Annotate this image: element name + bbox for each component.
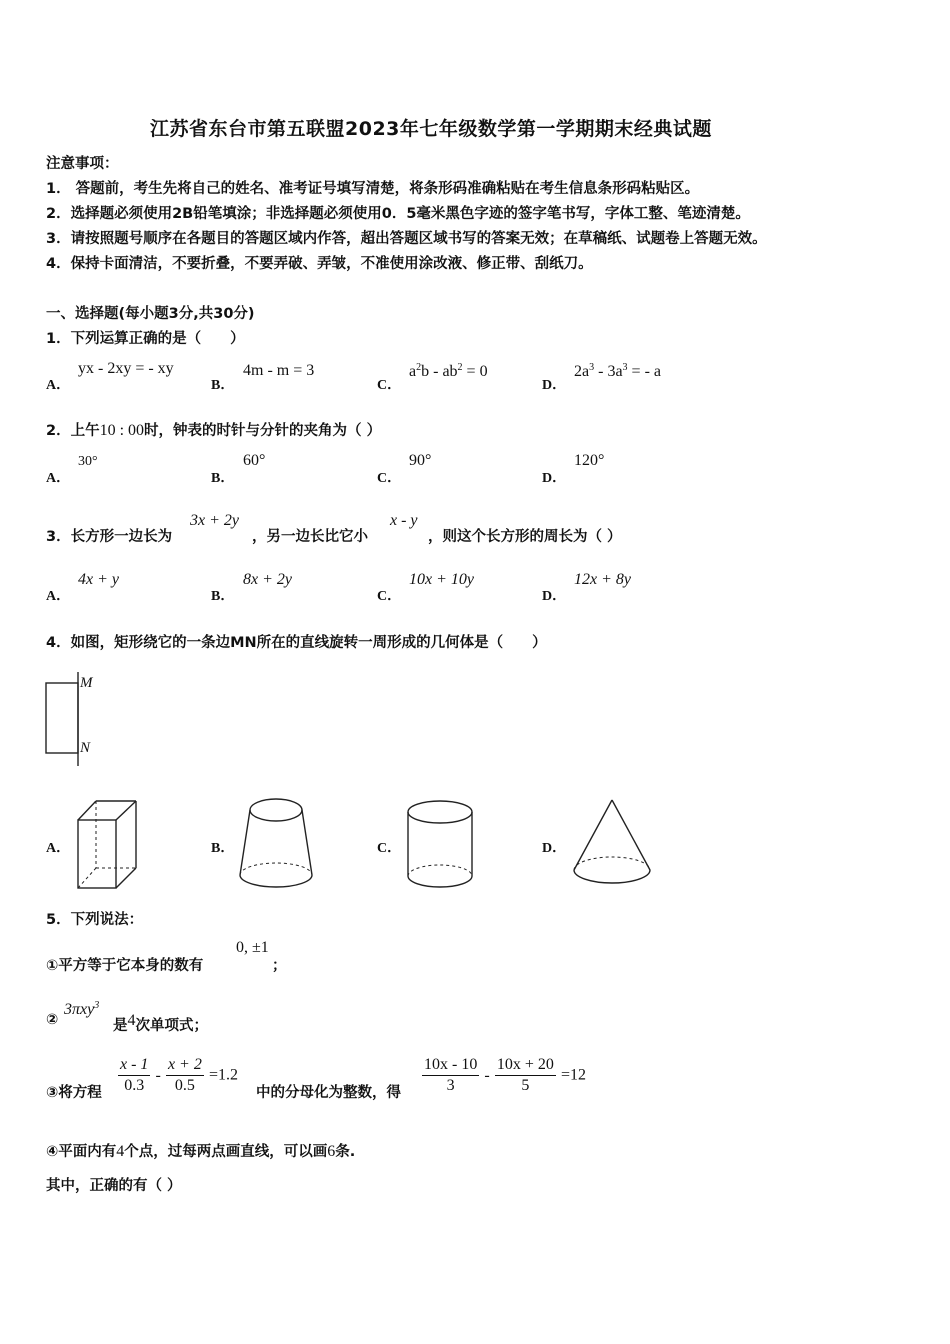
q3-label-a: A． [46,589,71,604]
q2-option-d: 120° [574,452,605,469]
q1-option-d: $2a^3 - 3a^3$ = - a [574,362,661,380]
q5-statement-3-pre: ③将方程 [46,1085,102,1101]
notice-heading: 注意事项： [46,156,119,172]
fraction: $\frac{10x + 20}{5}$ [496,1056,554,1094]
q3-stem-pre: 3．长方形一边长为 [46,529,173,545]
q1-option-c: $a^2b - ab^2 = 0$ [409,362,488,380]
q5-ending: 其中，正确的有（ ） [46,1178,182,1194]
q4-option-b-frustum [236,797,316,892]
q3-option-a: 4x + y [78,571,119,588]
q3-stem-post: ，则这个长方形的周长为（ ） [428,529,622,545]
fraction: $\frac{x + 2}{0.5}$ [167,1056,202,1094]
q3-option-c: 10x + 10y [409,571,474,588]
q4-option-d-cone [570,798,655,893]
q1-stem: 1．下列运算正确的是（ ） [46,331,245,347]
q2-option-a: 30° [78,454,98,469]
q2-option-b: 60° [243,452,266,469]
q3-option-d: 12x + 8y [574,571,631,588]
q2-label-a: A． [46,471,71,486]
fraction: $\frac{10x - 10}{3}$ [424,1056,478,1094]
q2-option-c: 90° [409,452,432,469]
q4-option-c-cylinder [404,798,479,893]
q1-label-a: A． [46,378,71,393]
page-title: 江苏省东台市第五联盟2023年七年级数学第一学期期末经典试题 [150,118,712,140]
q5-statement-2-math: 3πxy$^3$ [64,1000,100,1018]
q5-statement-1-end: ； [272,958,287,974]
q2-stem: 2．上午10 : 00时，钟表的时针与分针的夹角为（ ） [46,422,382,439]
q1-label-b: B． [211,378,235,393]
q4-label-d: D． [542,841,567,856]
q4-option-a-prism [74,798,144,893]
q3-label-c: C． [377,589,402,604]
notice-item-3: 3．请按照题号顺序在各题目的答题区域内作答，超出答题区域书写的答案无效；在草稿纸、试题卷上答题无效。 [46,231,767,247]
q5-equation-transformed: $\frac{10x - 10}{3}$ - $\frac{10x + 20}{5}$ =12 [424,1056,586,1094]
q4-label-c: C． [377,841,402,856]
section-heading: 一、选择题(每小题3分,共30分) [46,306,255,322]
fraction: $\frac{x - 1}{0.3}$ [120,1056,149,1094]
q3-expr-2: x - y [390,512,418,529]
q3-stem-mid: ，另一边长比它小 [252,529,368,545]
q4-stem: 4．如图，矩形绕它的一条边MN所在的直线旋转一周形成的几何体是（ ） [46,635,547,651]
q5-equation-original: $\frac{x - 1}{0.3}$ - $\frac{x + 2}{0.5}$ =1.2 [120,1056,238,1094]
q5-statement-1-math: 0, ±1 [236,939,269,956]
q1-label-c: C． [377,378,402,393]
q1-label-d: D． [542,378,567,393]
q2-label-b: B． [211,471,235,486]
q2-label-d: D． [542,471,567,486]
q1-option-a: yx - 2xy = - xy [78,360,174,377]
q5-statement-2-text: 是4次单项式； [113,1012,208,1034]
q4-label-n: N [80,740,91,756]
q5-stem: 5．下列说法： [46,912,144,928]
q5-statement-3-mid: 中的分母化为整数，得 [256,1085,401,1101]
q5-statement-4: ④平面内有4个点，过每两点画直线，可以画6条. [46,1143,356,1160]
q4-label-b: B． [211,841,235,856]
q4-rectangle-figure [40,672,110,767]
q4-label-m: M [80,675,93,691]
q1-option-b: 4m - m = 3 [243,362,315,379]
q3-label-b: B． [211,589,235,604]
q3-label-d: D． [542,589,567,604]
q5-statement-2-marker: ② [46,1012,59,1028]
q3-option-b: 8x + 2y [243,571,292,588]
q2-label-c: C． [377,471,402,486]
notice-item-1: 1． 答题前，考生先将自己的姓名、准考证号填写清楚，将条形码准确粘贴在考生信息条形码粘贴区。 [46,181,700,197]
q3-expr-1: 3x + 2y [190,512,239,529]
notice-item-2: 2．选择题必须使用2B铅笔填涂；非选择题必须使用0．5毫米黑色字迹的签字笔书写，字体工整、笔迹清楚。 [46,206,750,222]
q4-label-a: A． [46,841,71,856]
q5-statement-1: ①平方等于它本身的数有 [46,958,204,974]
notice-item-4: 4．保持卡面清洁，不要折叠，不要弄破、弄皱，不准使用涂改液、修正带、刮纸刀。 [46,256,593,272]
